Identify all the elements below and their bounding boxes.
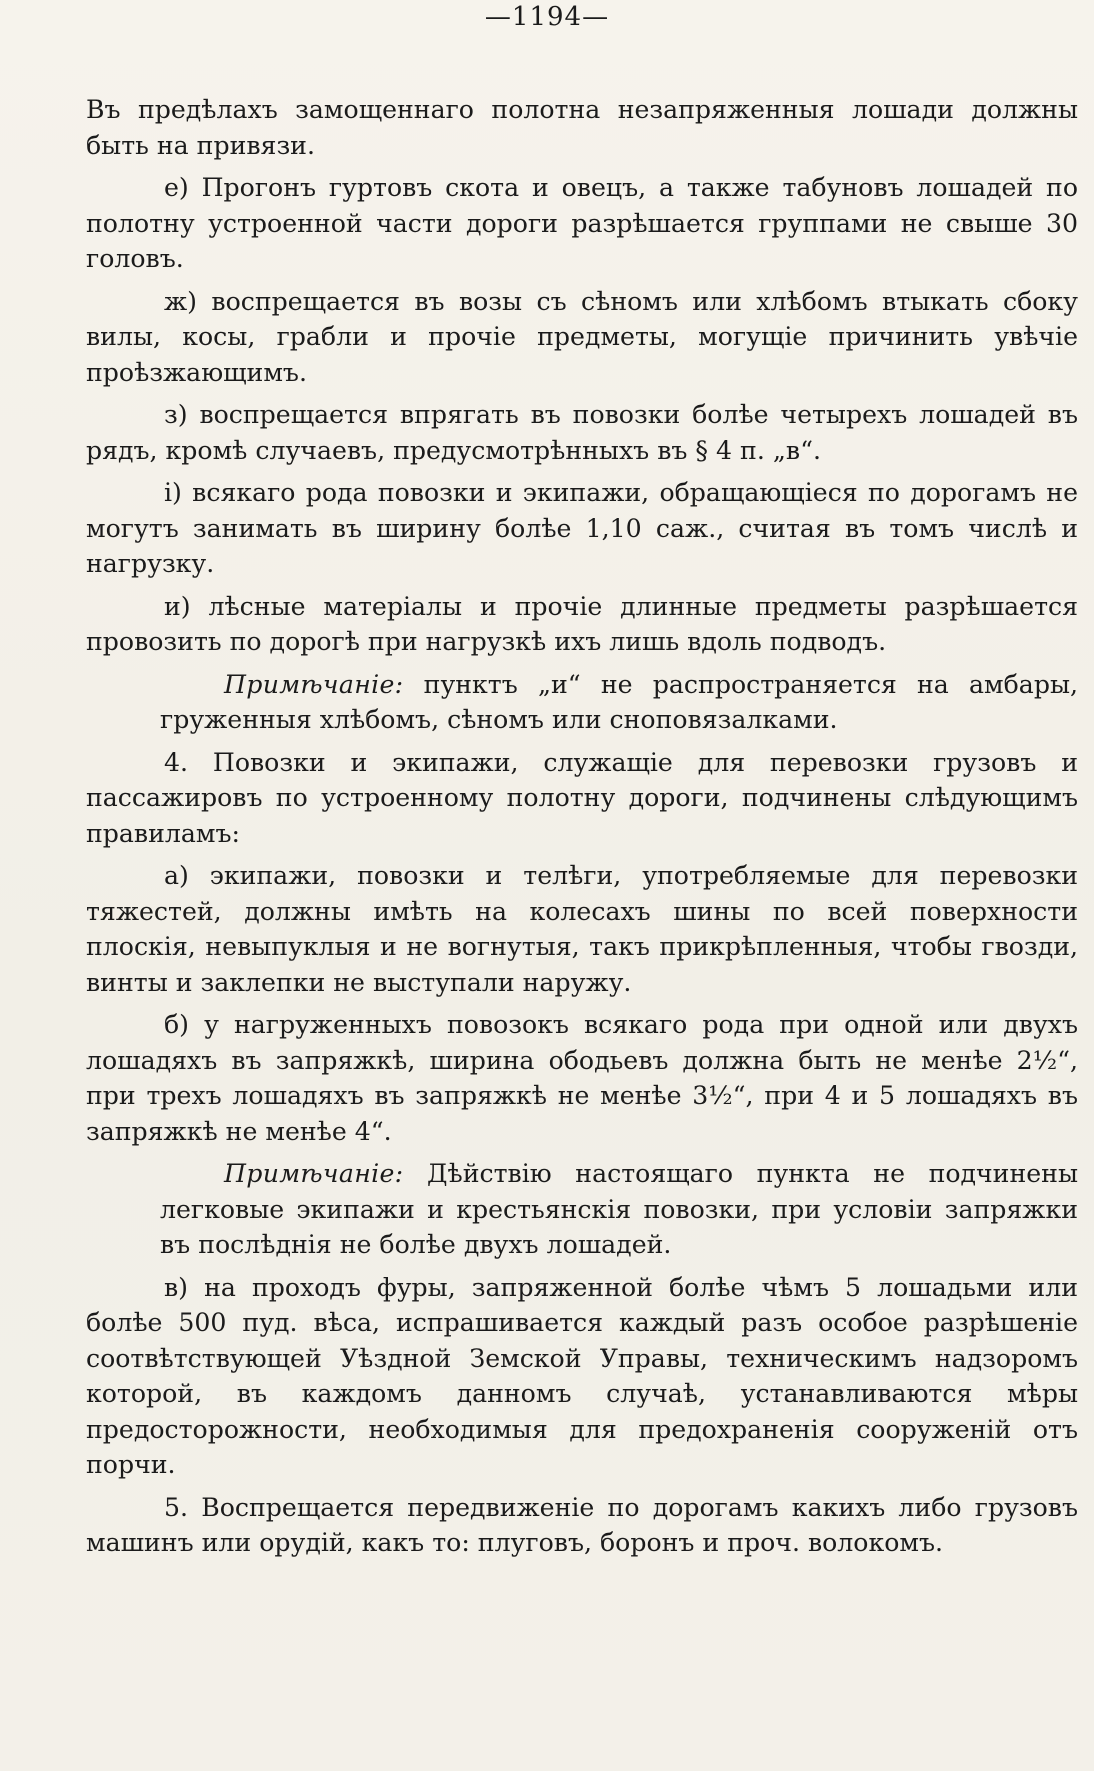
page-number: —1194— [484, 2, 610, 32]
paragraph-z: з) воспрещается впрягать въ повозки болѣе четырехъ лошадей въ рядъ, кромѣ случаевъ, предусмотрѣнныхъ въ § 4 п. „в“. [86, 400, 1078, 465]
paragraph-b: б) у нагруженныхъ повозокъ всякаго рода при одной или двухъ лошадяхъ въ запряжкѣ, ширина ободьевъ должна быть не менѣе 2½“, при трехъ лошадяхъ въ запряжкѣ не менѣе 3½“, при 4 и 5 лошадяхъ въ запряжкѣ не менѣе 4“. [86, 1010, 1078, 1146]
paragraph-5: 5. Воспрещается передвиженіе по дорогамъ какихъ либо грузовъ машинъ или орудій, какъ то: плуговъ, боронъ и проч. волокомъ. [86, 1492, 1078, 1557]
paragraph-i: и) лѣсные матеріалы и прочіе длинные предметы разрѣшается провозить по дорогѣ при нагрузкѣ ихъ лишь вдоль подводъ. [86, 591, 1078, 656]
paragraph-v: в) на проходъ фуры, запряженной болѣе чѣмъ 5 лошадьми или болѣе 500 пуд. вѣса, испрашивается каждый разъ особое разрѣшеніе соотвѣтствующей Уѣздной Земской Управы, техническимъ надзоромъ которой, въ каждомъ данномъ случаѣ, устанавливаются мѣры предосторожности, необходимыя для предохраненія сооруженій отъ порчи. [86, 1272, 1078, 1479]
body-text [86, 92, 1078, 1568]
note-text: пунктъ „и“ не распространяется на амбары, груженныя хлѣбомъ, сѣномъ или сноповязалками. [160, 669, 1078, 734]
note-label: Примѣчаніе: [224, 1159, 404, 1188]
paragraph-i-decimal: і) всякаго рода повозки и экипажи, обращающіеся по дорогамъ не могутъ занимать въ ширину болѣе 1,10 саж., считая въ томъ числѣ и нагрузку. [86, 478, 1078, 578]
paragraph-zh: ж) воспрещается въ возы съ сѣномъ или хлѣбомъ втыкать сбоку вилы, косы, грабли и прочіе предметы, могущіе причинить увѣчіе проѣзжающимъ. [86, 286, 1078, 387]
paragraph-e: е) Прогонъ гуртовъ скота и овецъ, а также табуновъ лошадей по полотну устроенной части дороги разрѣшается группами не свыше 30 головъ. [86, 173, 1078, 273]
paragraph-4: 4. Повозки и экипажи, служащіе для перевозки грузовъ и пассажировъ по устроенному полотну дороги, подчинены слѣдующимъ правиламъ: [86, 747, 1078, 848]
note-paragraph-2 [160, 1156, 1078, 1263]
note-paragraph-1 [160, 667, 1078, 738]
note-text: Дѣйствію настоящаго пункта не подчинены легковые экипажи и крестьянскія повозки, при условіи запряжки въ послѣднія не болѣе двухъ лошадей. [160, 1159, 1078, 1259]
paragraph-continuation: Въ предѣлахъ замощеннаго полотна незапряженныя лошади должны быть на привязи. [86, 95, 1078, 160]
note-label: Примѣчаніе: [224, 669, 404, 699]
paragraph-a: а) экипажи, повозки и телѣги, употребляемые для перевозки тяжестей, должны имѣть на колесахъ шины по всей поверхности плоскія, невыпуклыя и не вогнутыя, такъ прикрѣпленныя, чтобы гвозди, винты и заклепки не выступали наружу. [86, 861, 1078, 997]
